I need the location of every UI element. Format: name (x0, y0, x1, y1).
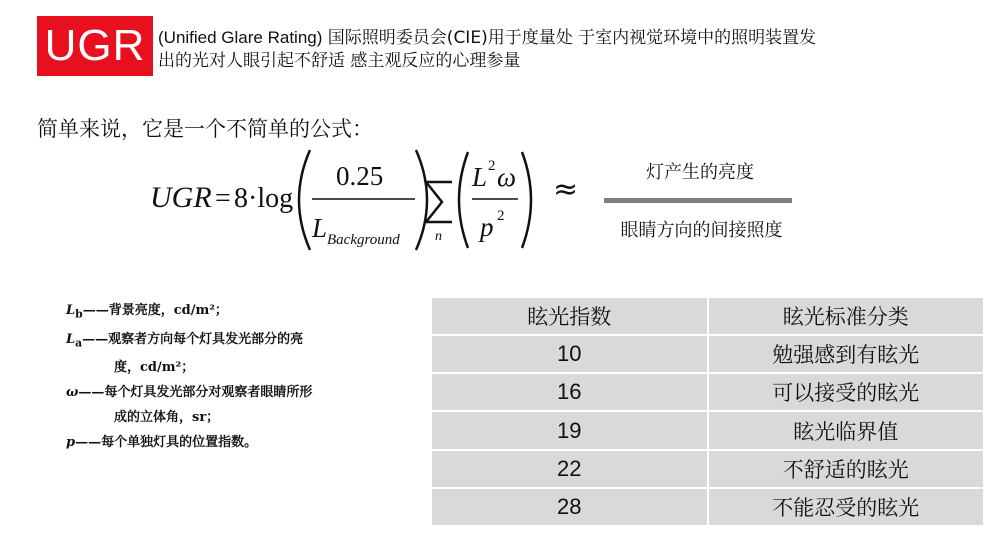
def-text: ——背景亮度，cd/m²； (82, 303, 228, 318)
table-row (431, 373, 984, 411)
definition-row (66, 430, 396, 455)
column-header: 眩光指数 (431, 297, 708, 335)
def-sub: a (75, 336, 83, 350)
glare-index-cell: 22 (431, 450, 708, 488)
definition-continuation: 成的立体角，sr； (114, 410, 220, 426)
intro-line-2: 出的光对人眼引起不舒适 感主观反应的心理参量 (158, 51, 521, 71)
definition-row (66, 327, 396, 356)
intro-line-1 (158, 26, 958, 50)
def-symbol: p (66, 435, 76, 451)
lead-text: 简单来说，它是一个不简单的公式： (37, 117, 373, 141)
variable-definitions (66, 298, 396, 455)
frac-numerator: 0.25 (336, 161, 384, 191)
approx-numerator: 灯产生的亮度 (646, 162, 754, 183)
right-paren-inner (522, 152, 531, 248)
formula-lhs: UGR (150, 181, 212, 214)
glare-index-cell: 28 (431, 488, 708, 526)
approx-denominator: 眼睛方向的间接照度 (620, 220, 783, 241)
formula-coeff: 8·log (234, 183, 294, 214)
definition-row (66, 380, 396, 405)
ugr-formula (150, 140, 550, 260)
glare-class-cell: 可以接受的眩光 (708, 373, 985, 411)
def-text: ——每个灯具发光部分对观察者眼睛所形 (78, 385, 313, 401)
glare-class-cell: 眩光临界值 (708, 411, 985, 449)
inner-den-sup: 2 (497, 208, 505, 224)
def-text: ——观察者方向每个灯具发光部分的亮 (82, 331, 304, 347)
inner-num-base: L (472, 162, 488, 192)
def-sub: b (75, 307, 83, 321)
approx-fraction-bar (604, 198, 792, 203)
def-symbol: L (66, 331, 76, 347)
frac-den-sub: Background (327, 232, 400, 248)
def-text: ——每个单独灯具的位置指数。 (75, 435, 258, 451)
left-paren-inner (459, 152, 468, 248)
def-symbol: ω (66, 385, 79, 401)
logo-text: UGR (44, 21, 146, 70)
table-row (431, 411, 984, 449)
sum-sign (426, 182, 452, 222)
glare-index-cell: 19 (431, 411, 708, 449)
approx-symbol: ≈ (553, 172, 579, 207)
ugr-logo (37, 16, 153, 76)
table-row (431, 335, 984, 373)
glare-rating-table (430, 296, 985, 527)
column-header: 眩光标准分类 (708, 297, 985, 335)
glare-class-cell: 不舒适的眩光 (708, 450, 985, 488)
glare-index-cell: 16 (431, 373, 708, 411)
table-row (431, 450, 984, 488)
intro-paragraph (158, 26, 958, 73)
inner-den-base: p (480, 212, 494, 242)
right-paren-outer (416, 150, 427, 250)
glare-class-cell: 勉强感到有眩光 (708, 335, 985, 373)
frac-den-base: L (312, 213, 328, 243)
left-paren-outer (299, 150, 310, 250)
def-symbol: L (66, 303, 76, 318)
inner-num-sup: 2 (488, 158, 496, 174)
table-header-row (431, 297, 984, 335)
formula-equals: = (215, 183, 231, 214)
inner-num-omega: ω (497, 162, 517, 192)
intro-line-1-rest: 国际照明委员会(CIE)用于度量处 于室内视觉环境中的照明装置发 (322, 28, 817, 48)
definition-continuation: 度，cd/m²； (114, 360, 195, 376)
glare-index-cell: 10 (431, 335, 708, 373)
sum-subscript: n (435, 229, 442, 244)
intro-english: (Unified Glare Rating) (158, 28, 323, 47)
glare-class-cell: 不能忍受的眩光 (708, 488, 985, 526)
table-row (431, 488, 984, 526)
definition-row (66, 298, 396, 327)
